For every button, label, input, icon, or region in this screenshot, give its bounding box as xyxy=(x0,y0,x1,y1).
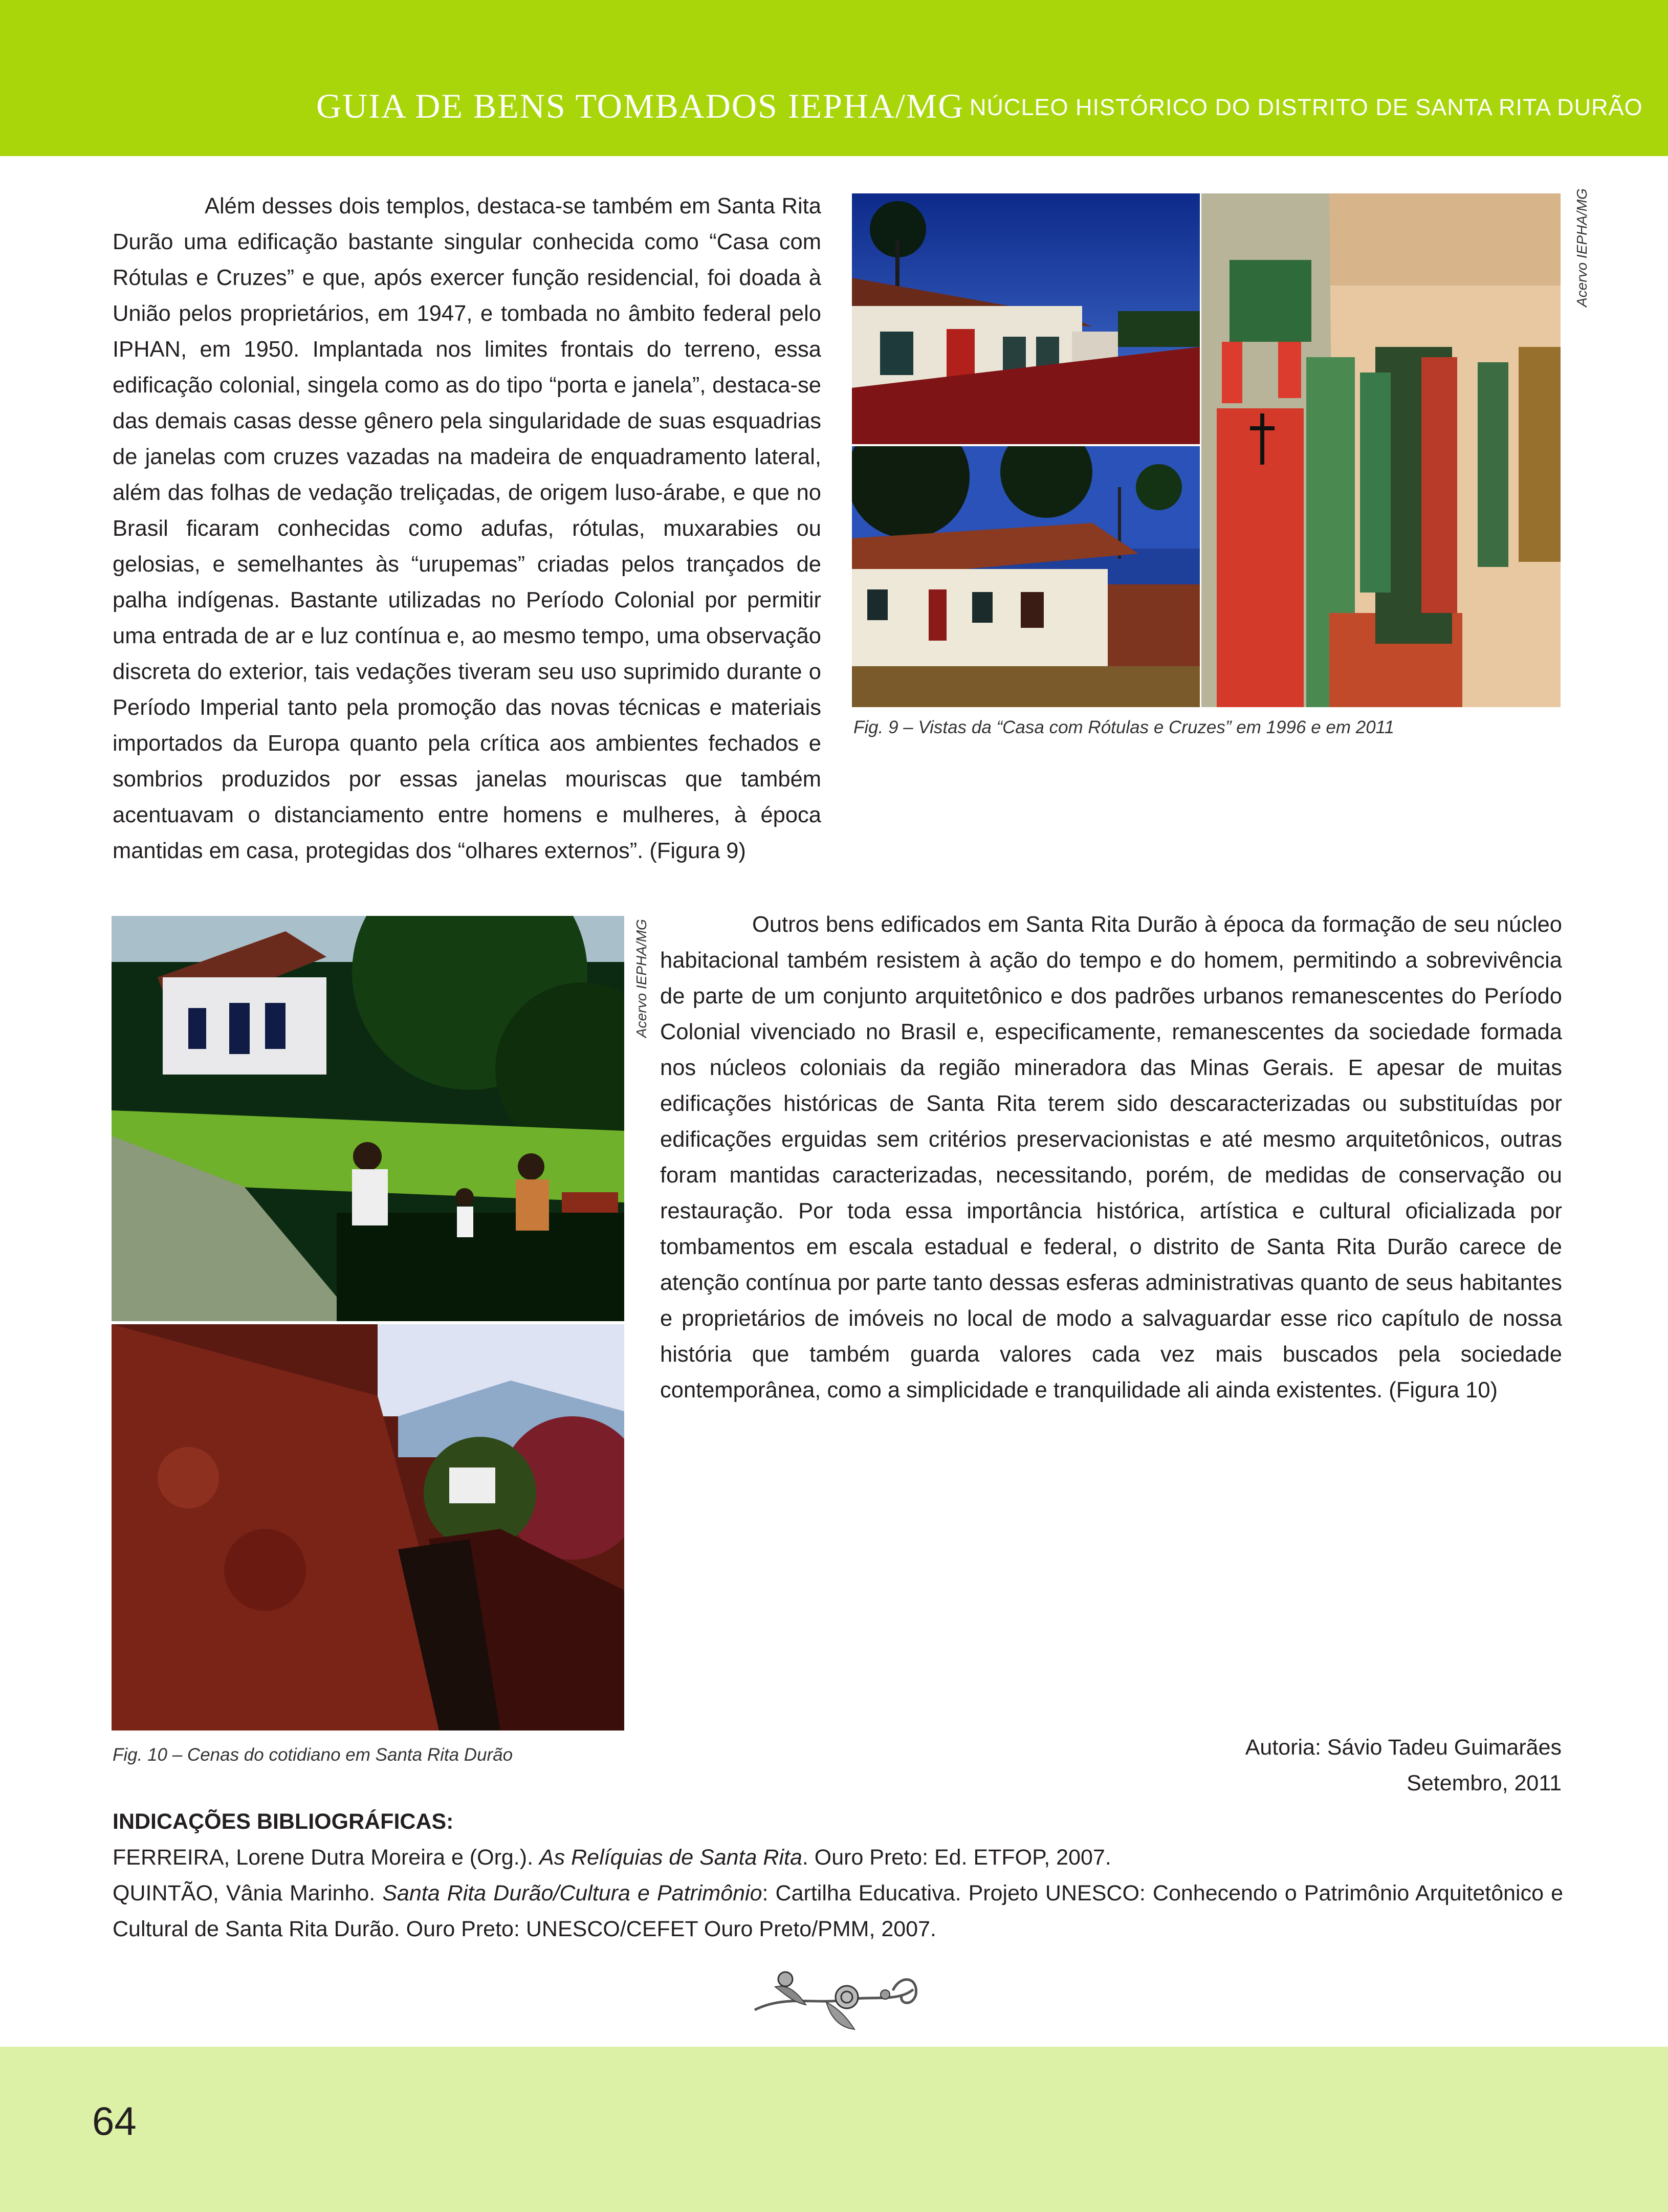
figure9-caption: Fig. 9 – Vistas da “Casa com Rótulas e Cruzes” em 1996 e em 2011 xyxy=(853,717,1394,737)
figure10-credit: Acervo IEPHA/MG xyxy=(633,919,649,1038)
page-number: 64 xyxy=(92,2098,137,2143)
section-title: NÚCLEO HISTÓRICO DO DISTRITO DE SANTA RITA DURÃO xyxy=(970,94,1643,120)
bibliography-heading: INDICAÇÕES BIBLIOGRÁFICAS: xyxy=(113,1809,454,1834)
figure9-photo-window-cross xyxy=(1201,193,1561,707)
figure9-photo-1996-house xyxy=(852,193,1200,444)
village-square-photo xyxy=(112,916,624,1321)
house-corner-photo xyxy=(852,446,1200,707)
text-block-casa-rotulas xyxy=(113,188,821,869)
stone-wall-lane-photo xyxy=(112,1324,624,1731)
figure9-photo-2011-house xyxy=(852,446,1200,707)
cross-window-closeup-photo xyxy=(1201,193,1561,707)
authorship xyxy=(1245,1729,1562,1801)
author-name: Autoria: Sávio Tadeu Guimarães xyxy=(1245,1735,1562,1760)
bibliography-entry: QUINTÃO, Vânia Marinho. Santa Rita Durão/Cultura e Patrimônio: Cartilha Educativa. Projeto UNESCO: Conhecendo o Patrimônio Arquitetônico e Cultural de Santa Rita Durão. Ouro Preto: UNESCO/CEFET Ouro Preto/PMM, 2007. xyxy=(113,1881,1563,1941)
house-street-photo xyxy=(852,193,1200,444)
author-date: Setembro, 2011 xyxy=(1407,1771,1562,1795)
paragraph-casa-rotulas: Além desses dois templos, destaca-se também em Santa Rita Durão uma edificação bastante singular conhecida como “Casa com Rótulas e Cruzes” e que, após exercer função residencial, foi doada à União pelos proprietários, em 1947, e tombada no âmbito federal pelo IPHAN, em 1950. Implantada nos limites frontais do terreno, essa edificação colonial, singela como as do tipo “porta e janela”, destaca-se das demais casas desse gênero pela singularidade de suas esquadrias de janelas com cruzes vazadas na madeira de enquadramento lateral, além das folhas de vedação treliçadas, de origem luso-árabe, e que no Brasil ficaram conhecidas como adufas, rótulas, muxarabies ou gelosias, e semelhantes às “urupemas” criadas pelos trançados de palha indígenas. Bastante utilizadas no Período Colonial por permitir uma entrada de ar e luz contínua e, ao mesmo tempo, uma observação discreta do exterior, tais vedações tiveram seu uso suprimido durante o Período Imperial tanto pela promoção das novas técnicas e materiais importados da Europa quanto pela crítica aos ambientes fechados e sombrios produzidos por essas janelas mouriscas que também acentuavam o distanciamento entre homens e mulheres, à época mantidas em casa, protegidas dos “olhares externos”. (Figura 9) xyxy=(113,194,821,863)
page-footer xyxy=(0,2047,1668,2212)
bibliography-entry: FERREIRA, Lorene Dutra Moreira e (Org.). As Relíquias de Santa Rita. Ouro Preto: Ed. ETFOP, 2007. xyxy=(113,1845,1111,1870)
rose-ornament-icon xyxy=(744,1959,929,2035)
page-header xyxy=(0,0,1668,156)
figure9-credit: Acervo IEPHA/MG xyxy=(1574,188,1590,307)
figure10-photo-square xyxy=(112,916,624,1321)
figure10-photo-stone-wall xyxy=(112,1324,624,1731)
text-block-outros-bens xyxy=(660,907,1562,1408)
bibliography xyxy=(113,1804,1563,1947)
guide-title: GUIA DE BENS TOMBADOS IEPHA/MG xyxy=(316,86,964,125)
paragraph-outros-bens: Outros bens edificados em Santa Rita Durão à época da formação de seu núcleo habitacional também resistem à ação do tempo e do homem, permitindo a sobrevivência de parte de um conjunto arquitetônico e dos padrões urbanos remanescentes do Período Colonial vivenciado no Brasil e, especificamente, remanescentes da sociedade formada nos núcleos coloniais da região mineradora das Minas Gerais. E apesar de muitas edificações históricas de Santa Rita terem sido descaracterizadas ou substituídas por edificações erguidas sem critérios preservacionistas e até mesmo arquitetônicos, outras foram mantidas caracterizadas, necessitando, porém, de medidas de conservação ou restauração. Por toda essa importância histórica, artística e cultural oficializada por tombamentos em escala estadual e federal, o distrito de Santa Rita Durão carece de atenção contínua por parte tanto dessas esferas administrativas quanto de seus habitantes e proprietários de imóveis no local de modo a salvaguardar esse rico capítulo de nossa história que também guarda valores cada vez mais buscados pela sociedade contemporânea, como a simplicidade e tranquilidade ali ainda existentes. (Figura 10) xyxy=(660,912,1562,1403)
figure10-caption: Fig. 10 – Cenas do cotidiano em Santa Rita Durão xyxy=(113,1745,513,1765)
